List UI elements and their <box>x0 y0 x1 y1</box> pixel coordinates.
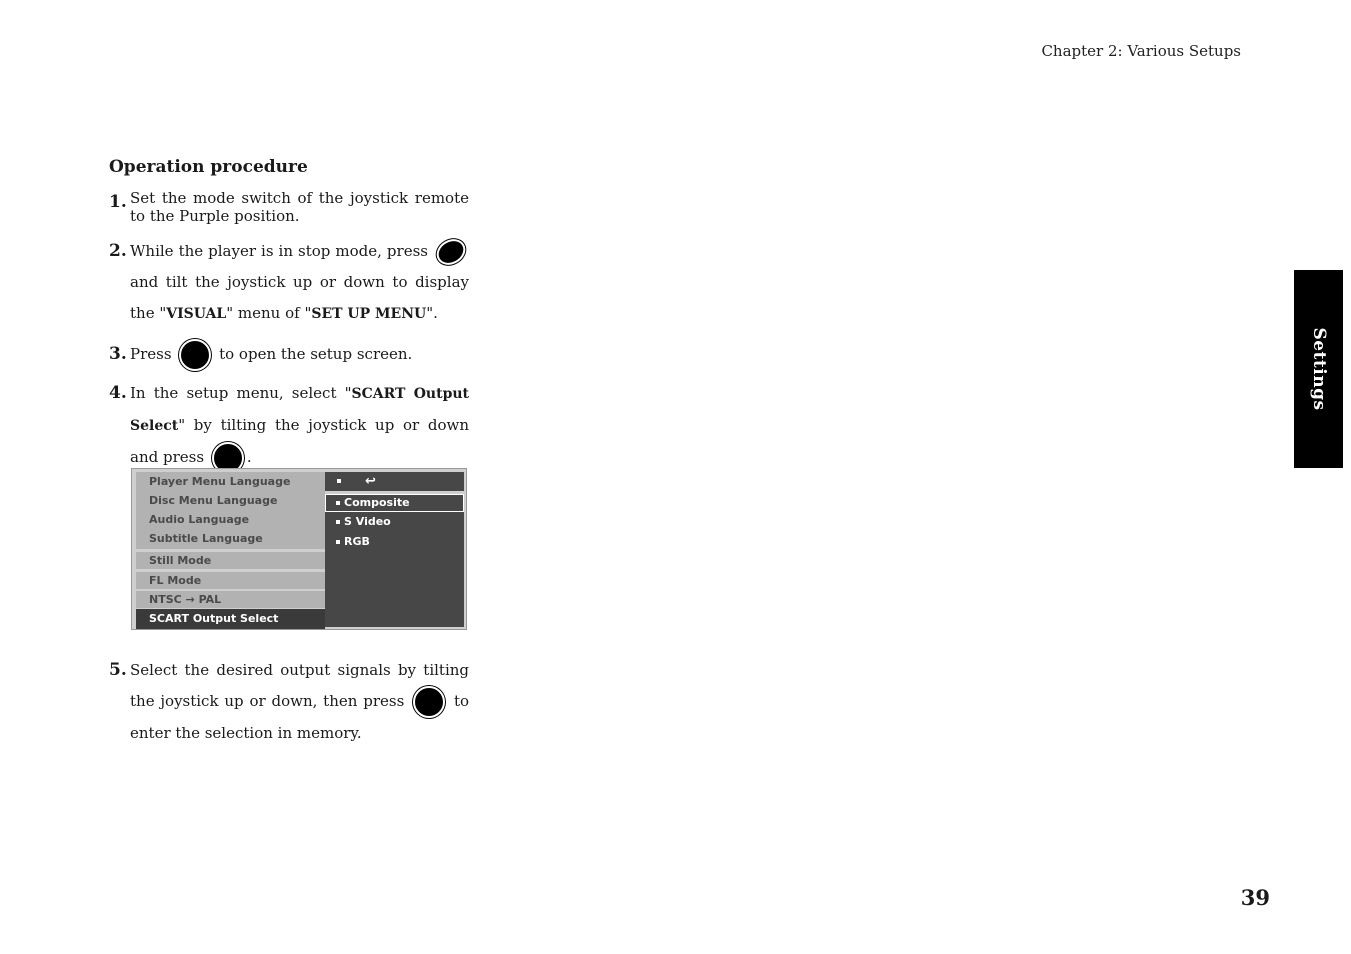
step-text: Press <box>130 345 172 363</box>
menu-item: Still Mode <box>136 552 325 569</box>
option-item <box>325 513 464 531</box>
step-text: " menu of " <box>226 304 312 322</box>
bullet-icon <box>336 501 340 505</box>
step-number: 3. <box>109 344 127 364</box>
step-text: Set the mode switch of the joystick remote to the Purple position. <box>130 189 469 225</box>
side-tab <box>1294 270 1343 468</box>
setup-menu-screenshot <box>131 468 467 630</box>
return-arrow-icon: ↩ <box>365 474 376 489</box>
menu-item: Disc Menu Language <box>149 494 278 507</box>
chapter-header: Chapter 2: Various Setups <box>1041 42 1241 60</box>
menu-item: Audio Language <box>149 513 250 526</box>
step-number: 2. <box>109 241 127 261</box>
step-5 <box>109 655 469 749</box>
menu-item: NTSC → PAL <box>136 591 325 608</box>
enter-button-icon <box>179 339 211 371</box>
option-item-selected <box>325 494 464 512</box>
step-text: . <box>246 448 252 466</box>
menu-item: Subtitle Language <box>149 532 263 545</box>
menu-options-panel <box>325 472 464 627</box>
step-2 <box>109 236 469 330</box>
option-label: RGB <box>344 535 370 548</box>
menu-item: Player Menu Language <box>149 475 291 488</box>
side-tab-label: Settings <box>1308 327 1329 411</box>
options-header <box>325 472 464 494</box>
step-text: ". <box>426 304 438 322</box>
step-number: 4. <box>109 383 127 403</box>
step-text: Select the desired output signals by tilting the joystick up or down, then press <box>130 661 469 710</box>
bullet-icon <box>337 479 341 483</box>
step-text: While the player is in stop mode, press <box>130 242 428 260</box>
step-text: and tilt the joystick up or down to display the " <box>130 273 469 322</box>
step-number: 1. <box>109 192 127 212</box>
step-4 <box>109 378 469 474</box>
menu-item-name: SCART Output Select <box>130 386 470 434</box>
step-text: to open the setup screen. <box>219 345 413 363</box>
menu-name-visual: VISUAL <box>166 306 227 322</box>
menu-item: FL Mode <box>136 572 325 589</box>
page-number: 39 <box>1240 885 1270 910</box>
step-1 <box>109 187 469 225</box>
step-text: In the setup menu, select " <box>130 384 352 402</box>
enter-button-icon <box>413 686 445 718</box>
bullet-icon <box>336 540 340 544</box>
step-text: " by tilting the joystick up or down and press <box>130 416 469 466</box>
section-title: Operation procedure <box>109 157 308 177</box>
menu-name-setup: SET UP MENU <box>311 306 427 322</box>
option-item <box>325 533 464 551</box>
step-number: 5. <box>109 660 127 680</box>
menu-item-selected: SCART Output Select <box>136 609 325 629</box>
bullet-icon <box>336 520 340 524</box>
menu-left-panel <box>136 472 325 627</box>
step-text: to enter the selection in memory. <box>130 692 469 742</box>
option-label: S Video <box>344 515 391 528</box>
option-label: Composite <box>344 496 410 509</box>
setup-button-icon <box>432 234 470 270</box>
step-3 <box>109 339 469 371</box>
